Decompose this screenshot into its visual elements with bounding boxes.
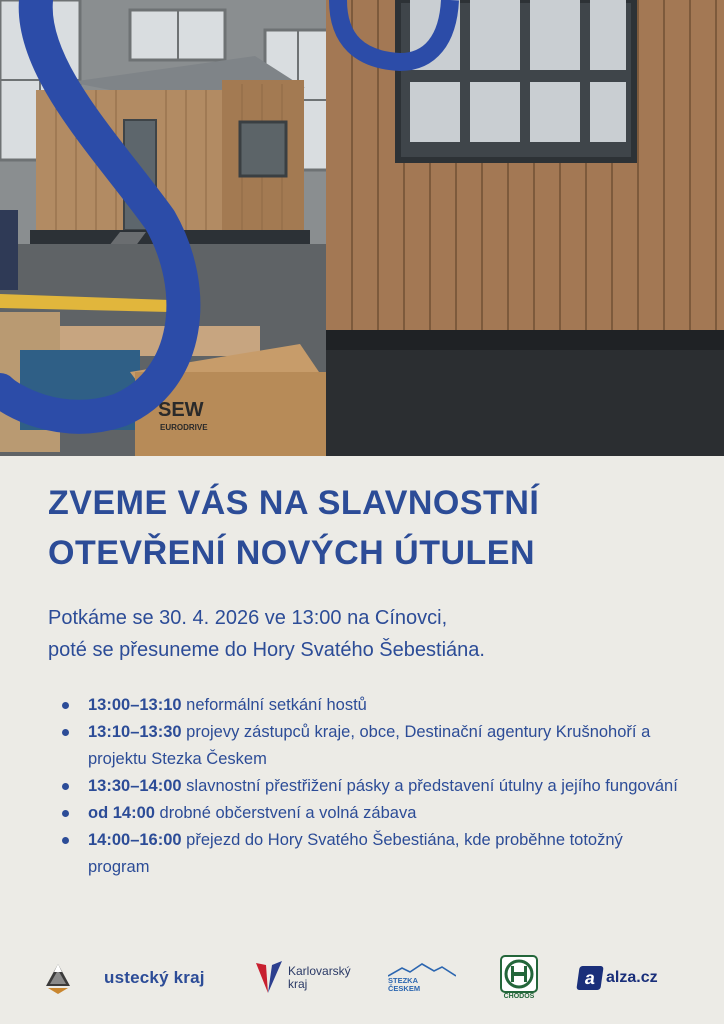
heading-line-1: ZVEME VÁS NA SLAVNOSTNÍ <box>48 484 540 522</box>
schedule-list <box>62 692 682 881</box>
alza-mark-icon: a <box>576 966 603 990</box>
stezka-ceskem-logo <box>388 954 456 1002</box>
meeting-info <box>48 602 485 666</box>
chodos-label: CHODOS <box>503 993 535 1000</box>
schedule-time: 14:00–16:00 <box>88 831 182 849</box>
schedule-time: 13:00–13:10 <box>88 696 182 714</box>
alza-logo <box>578 954 658 1002</box>
mountains-logo-icon <box>44 962 72 994</box>
box-label: SEW <box>158 399 204 421</box>
stezka-line-1: STEZKA <box>388 976 418 985</box>
schedule-text: drobné občerstvení a volná zábava <box>154 804 417 822</box>
karlovarsky-line-1: Karlovarský <box>288 964 351 978</box>
chodos-emblem-icon <box>500 955 538 993</box>
box-sublabel: EURODRIVE <box>160 423 208 432</box>
chodos-logo <box>500 954 538 1002</box>
schedule-text: slavnostní přestřižení pásky a představení útulny a jejího fungování <box>181 777 678 795</box>
schedule-item <box>62 719 682 773</box>
schedule-time: od 14:00 <box>88 804 155 822</box>
schedule-item <box>62 800 682 827</box>
schedule-item <box>62 773 682 800</box>
meeting-info-line-1: Potkáme se 30. 4. 2026 ve 13:00 na Cínovci, <box>48 607 448 629</box>
schedule-time: 13:30–14:00 <box>88 777 182 795</box>
karlovarsky-kraj-logo <box>254 954 351 1002</box>
schedule-text: přejezd do Hory Svatého Šebestiána, kde proběhne totožný program <box>88 831 623 876</box>
karlovarsky-line-2: kraj <box>288 977 308 991</box>
karlovarsky-kraj-icon <box>254 959 284 997</box>
schedule-text: projevy zástupců kraje, obce, Destinační agentury Krušnohoří a projektu Stezka Českem <box>88 723 651 768</box>
workshop-scene <box>0 0 724 456</box>
invitation-content <box>0 456 724 1024</box>
stezka-line-2: ČESKEM <box>388 984 421 993</box>
hero-photo <box>0 0 724 456</box>
alza-label: alza.cz <box>606 969 658 986</box>
partner-logos <box>0 954 724 1002</box>
schedule-item <box>62 827 682 881</box>
schedule-time: 13:10–13:30 <box>88 723 182 741</box>
heading-line-2: OTEVŘENÍ NOVÝCH ÚTULEN <box>48 534 536 572</box>
schedule-item <box>62 692 682 719</box>
mountains-logo <box>44 954 72 1002</box>
invitation-heading <box>48 478 539 578</box>
meeting-info-line-2: poté se přesuneme do Hory Svatého Šebestiána. <box>48 639 485 661</box>
ustecky-kraj-logo: ustecký kraj <box>104 968 205 987</box>
schedule-text: neformální setkání hostů <box>181 696 367 714</box>
mountain-line-icon <box>388 963 456 977</box>
